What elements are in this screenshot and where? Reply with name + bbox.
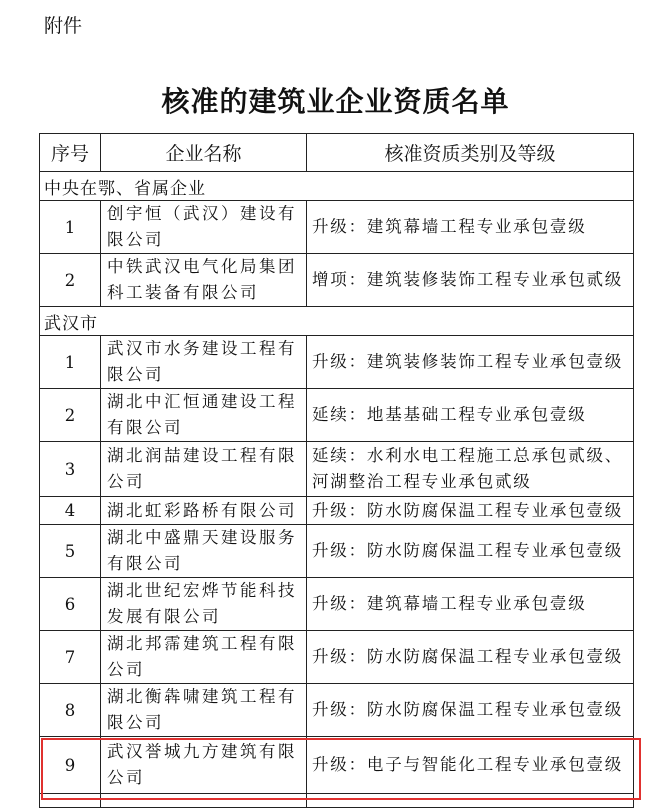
table-row	[40, 389, 634, 442]
company-name	[101, 794, 307, 808]
table-row	[40, 737, 634, 794]
qualification-text: 升级：电子与智能化工程专业承包壹级	[307, 737, 634, 794]
row-index: 9	[40, 737, 101, 794]
company-name: 中铁武汉电气化局集团科工装备有限公司	[101, 254, 307, 307]
row-index: 3	[40, 442, 101, 497]
table-row	[40, 497, 634, 525]
qualification-table	[39, 133, 634, 808]
company-name: 湖北润喆建设工程有限公司	[101, 442, 307, 497]
qualification-text: 增项：建筑装修装饰工程专业承包贰级	[307, 254, 634, 307]
row-index	[40, 794, 101, 808]
table-row	[40, 631, 634, 684]
company-name: 湖北邦霈建筑工程有限公司	[101, 631, 307, 684]
section-row	[40, 172, 634, 201]
qualification-text: 升级：防水防腐保温工程专业承包壹级	[307, 497, 634, 525]
qualification-text: 升级：建筑幕墙工程专业承包壹级	[307, 578, 634, 631]
qualification-text: 延续：水利水电工程施工总承包贰级、河湖整治工程专业承包贰级	[307, 442, 634, 497]
company-name: 湖北中汇恒通建设工程有限公司	[101, 389, 307, 442]
row-index: 2	[40, 389, 101, 442]
table-row	[40, 201, 634, 254]
section-label: 武汉市	[40, 307, 634, 336]
header-index: 序号	[40, 134, 101, 172]
company-name: 湖北世纪宏烨节能科技发展有限公司	[101, 578, 307, 631]
row-index: 2	[40, 254, 101, 307]
row-index: 7	[40, 631, 101, 684]
qualification-text	[307, 794, 634, 808]
row-index: 5	[40, 525, 101, 578]
table-row-cut	[40, 794, 634, 808]
company-name: 湖北虹彩路桥有限公司	[101, 497, 307, 525]
company-name: 创宇恒（武汉）建设有限公司	[101, 201, 307, 254]
row-index: 6	[40, 578, 101, 631]
attachment-label: 附件	[44, 15, 83, 37]
qualification-text: 升级：防水防腐保温工程专业承包壹级	[307, 525, 634, 578]
row-index: 4	[40, 497, 101, 525]
row-index: 1	[40, 336, 101, 389]
company-name: 武汉市水务建设工程有限公司	[101, 336, 307, 389]
qualification-text: 升级：防水防腐保温工程专业承包壹级	[307, 631, 634, 684]
company-name: 武汉誉城九方建筑有限公司	[101, 737, 307, 794]
table-row	[40, 254, 634, 307]
header-qualification: 核准资质类别及等级	[307, 134, 634, 172]
table-row	[40, 442, 634, 497]
qualification-text: 升级：建筑装修装饰工程专业承包壹级	[307, 336, 634, 389]
row-index: 8	[40, 684, 101, 737]
section-label: 中央在鄂、省属企业	[40, 172, 634, 201]
section-row	[40, 307, 634, 336]
page-title: 核准的建筑业企业资质名单	[161, 85, 510, 118]
header-company-name: 企业名称	[101, 134, 307, 172]
table-row	[40, 525, 634, 578]
company-name: 湖北衡犇啸建筑工程有限公司	[101, 684, 307, 737]
qualification-text: 升级：防水防腐保温工程专业承包壹级	[307, 684, 634, 737]
qualification-text: 升级：建筑幕墙工程专业承包壹级	[307, 201, 634, 254]
company-name: 湖北中盛鼎天建设服务有限公司	[101, 525, 307, 578]
table-row	[40, 336, 634, 389]
row-index: 1	[40, 201, 101, 254]
table-header-row	[40, 134, 634, 172]
table-row	[40, 578, 634, 631]
qualification-text: 延续：地基基础工程专业承包壹级	[307, 389, 634, 442]
table-row	[40, 684, 634, 737]
